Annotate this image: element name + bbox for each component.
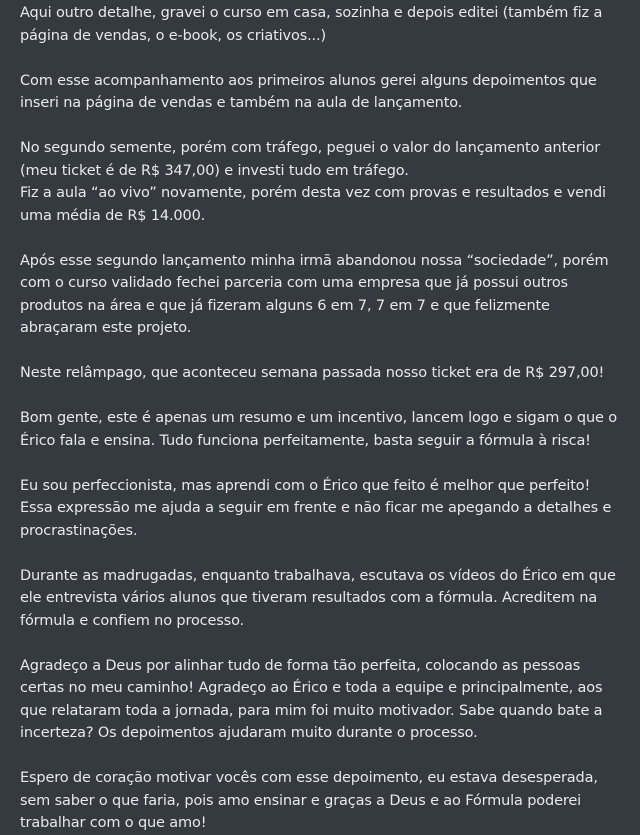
paragraph bbox=[20, 407, 626, 452]
paragraph-text: Espero de coração motivar vocês com esse depoimento, eu estava desesperada, sem saber o que faria, pois amo ensinar e graças a Deus e ao Fórmula poderei trabalhar com o que amo! bbox=[20, 770, 598, 831]
paragraph-text: Com esse acompanhamento aos primeiros alunos gerei alguns depoimentos que inseri na página de vendas e também na aula de lançamento. bbox=[20, 72, 597, 111]
paragraph-text: Bom gente, este é apenas um resumo e um incentivo, lancem logo e sigam o que o Érico fala e ensina. Tudo funciona perfeitamente, basta seguir a fórmula à risca! bbox=[20, 410, 617, 449]
paragraph bbox=[20, 250, 626, 340]
paragraph bbox=[20, 475, 626, 543]
paragraph bbox=[20, 362, 626, 385]
paragraph bbox=[20, 70, 626, 115]
paragraph bbox=[20, 767, 626, 835]
paragraph-text: Agradeço a Deus por alinhar tudo de forma tão perfeita, colocando as pessoas certas no meu caminho! Agradeço ao Érico e toda a equipe e principalmente, aos que relataram toda a jornada, para mim foi muito motivador. Sabe quando bate a incerteza? Os depoimentos ajudaram muito durante o processo. bbox=[20, 657, 603, 741]
paragraph-text: Durante as madrugadas, enquanto trabalhava, escutava os vídeos do Érico em que ele entrevista vários alunos que tiveram resultados com a fórmula. Acreditem na fórmula e confiem no processo. bbox=[20, 567, 616, 629]
paragraph-text: Eu sou perfeccionista, mas aprendi com o Érico que feito é melhor que perfeito! Essa expressão me ajuda a seguir em frente e não ficar me apegando a detalhes e procrastinações. bbox=[20, 477, 612, 539]
paragraph bbox=[20, 137, 626, 227]
paragraph-text: Após esse segundo lançamento minha irmã abandonou nossa “sociedade”, porém com o curso validado fechei parceria com uma empresa que já possui outros produtos na área e que já fizeram alguns 6 em 7, 7 em 7 e que felizmente abraçaram este projeto. bbox=[20, 252, 609, 336]
paragraph bbox=[20, 2, 626, 47]
paragraph-text: Fiz a aula “ao vivo” novamente, porém desta vez com provas e resultados e vendi uma média de R$ 14.000. bbox=[20, 185, 606, 224]
paragraph bbox=[20, 565, 626, 633]
paragraph-text: Neste relâmpago, que aconteceu semana passada nosso ticket era de R$ 297,00! bbox=[20, 365, 605, 381]
paragraph-text: Aqui outro detalhe, gravei o curso em casa, sozinha e depois editei (também fiz a página de vendas, o e-book, os criativos...) bbox=[20, 5, 603, 44]
paragraph bbox=[20, 655, 626, 745]
paragraph-text: No segundo semente, porém com tráfego, peguei o valor do lançamento anterior (meu ticket é de R$ 347,00) e investi tudo em tráfego. bbox=[20, 140, 601, 179]
